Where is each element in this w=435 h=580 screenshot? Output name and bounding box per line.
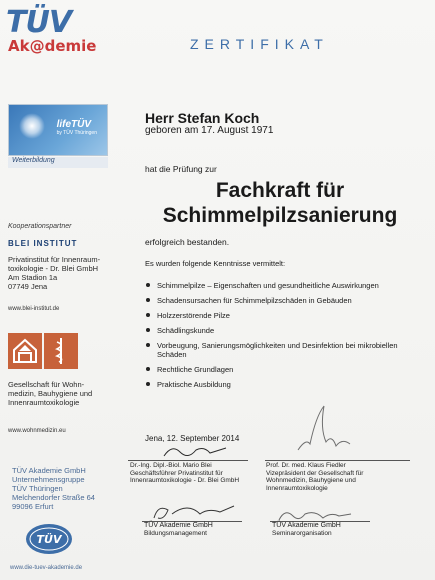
qualification-title (145, 178, 415, 228)
signer-role: Innenraumtoxikologie (266, 484, 328, 492)
signer-role: Bildungsmanagement (144, 529, 207, 537)
topics-list (145, 281, 420, 395)
topic-item: Praktische Ausbildung (145, 380, 420, 389)
signer-role: Vizepräsident der Gesellschaft für (266, 469, 364, 477)
recipient-name: Herr Stefan Koch (145, 110, 260, 126)
place-date: Jena, 12. September 2014 (145, 434, 240, 443)
tuv-address-line: TÜV Thüringen (12, 484, 63, 493)
signer-role: Seminarorganisation (272, 529, 332, 537)
birth-date: geboren am 17. August 1971 (145, 125, 274, 136)
tuv-address-line: 99096 Erfurt (12, 502, 54, 511)
blei-signature-caption (130, 462, 239, 485)
signer-org: TÜV Akademie GmbH (272, 522, 341, 529)
blei-address-line: Am Stadion 1a (8, 273, 58, 282)
signer-role: Innenraumtoxikologie - Dr. Blei GmbH (130, 477, 240, 484)
exam-intro: hat die Prüfung zur (145, 164, 217, 174)
blei-address-line: Privatinstitut für Innenraum- (8, 255, 101, 264)
signature-line (128, 460, 248, 461)
sidebar (0, 0, 118, 580)
signer-name: Prof. Dr. med. Klaus Fiedler (266, 462, 346, 469)
seal-text: TÜV (36, 533, 62, 546)
signer-role: Wohnmedizin, Bauhygiene und (266, 477, 356, 484)
topic-item: Vorbeugung, Sanierungsmöglichkeiten und Desinfektion bei mikrobiellen Schäden (145, 341, 420, 359)
society-logos (8, 333, 80, 369)
life-tuv-brand: lifeTÜV (56, 119, 92, 130)
wohnmedizin-url: www.wohnmedizin.eu (8, 428, 66, 434)
topics-intro: Es wurden folgende Kenntnisse vermittelt: (145, 259, 286, 268)
fiedler-signature-caption (266, 462, 363, 492)
tuv-brand: TÜV (6, 5, 72, 40)
blei-address (8, 255, 116, 291)
topic-item: Schadensursachen für Schimmelpilzschäden in Gebäuden (145, 296, 420, 305)
dandelion-icon (19, 113, 45, 139)
blei-url: www.blei-institut.de (8, 306, 60, 312)
blei-signature (160, 440, 230, 460)
signature-line (265, 460, 410, 461)
qualification-title-line: Fachkraft für (215, 179, 345, 202)
topic-item: Holzzerstörende Pilze (145, 311, 420, 320)
life-tuv-logo (57, 119, 97, 136)
signer-name: Dr.-Ing. Dipl.-Biol. Mario Blei (130, 462, 212, 469)
tuv-address (12, 466, 118, 511)
blei-address-line: toxikologie - Dr. Blei GmbH (8, 264, 99, 273)
blei-address-line: 07749 Jena (8, 282, 48, 291)
tuv-seminar-caption (272, 522, 341, 537)
qualification-title-line: Schimmelpilzsanierung (162, 204, 398, 227)
topic-item: Schimmelpilze – Eigenschaften und gesundheitliche Auswirkungen (145, 281, 420, 290)
signer-org: TÜV Akademie GmbH (144, 522, 213, 529)
weiterbildung-label: Weiterbildung (8, 157, 108, 168)
gesellschaft-line: medizin, Bauhygiene und (8, 389, 93, 398)
blei-institut-logo: BLEI INSTITUT (8, 239, 78, 248)
tuv-address-line: TÜV Akademie GmbH (12, 466, 86, 475)
gesellschaft-line: Innenraumtoxikologie (8, 398, 80, 407)
topic-item: Rechtliche Grundlagen (145, 365, 420, 374)
gesellschaft-line: Gesellschaft für Wohn- (8, 380, 85, 389)
tuv-address-line: Unternehmensgruppe (12, 475, 85, 484)
fiedler-signature (292, 398, 360, 458)
tuv-bildung-caption (144, 522, 213, 537)
certificate-heading: ZERTIFIKAT (190, 36, 329, 52)
tuv-sub: Ak@demie (8, 37, 97, 55)
gesellschaft-text (8, 380, 118, 407)
tuv-address-line: Melchendorfer Straße 64 (12, 493, 95, 502)
tuv-seal-icon (24, 522, 74, 556)
house-icon (8, 333, 42, 369)
tuv-akademie-logo (6, 5, 102, 58)
passed-text: erfolgreich bestanden. (145, 237, 230, 247)
signer-role: Geschäftsführer Privatinstitut für (130, 469, 223, 477)
kooperationspartner-label: Kooperationspartner (8, 223, 72, 230)
aesculapius-icon (44, 333, 78, 369)
life-tuv-banner (8, 104, 108, 156)
life-tuv-sub: by TÜV Thüringen (56, 130, 97, 136)
topic-item: Schädlingskunde (145, 326, 420, 335)
tuv-akademie-url: www.die-tuev-akademie.de (10, 565, 83, 571)
